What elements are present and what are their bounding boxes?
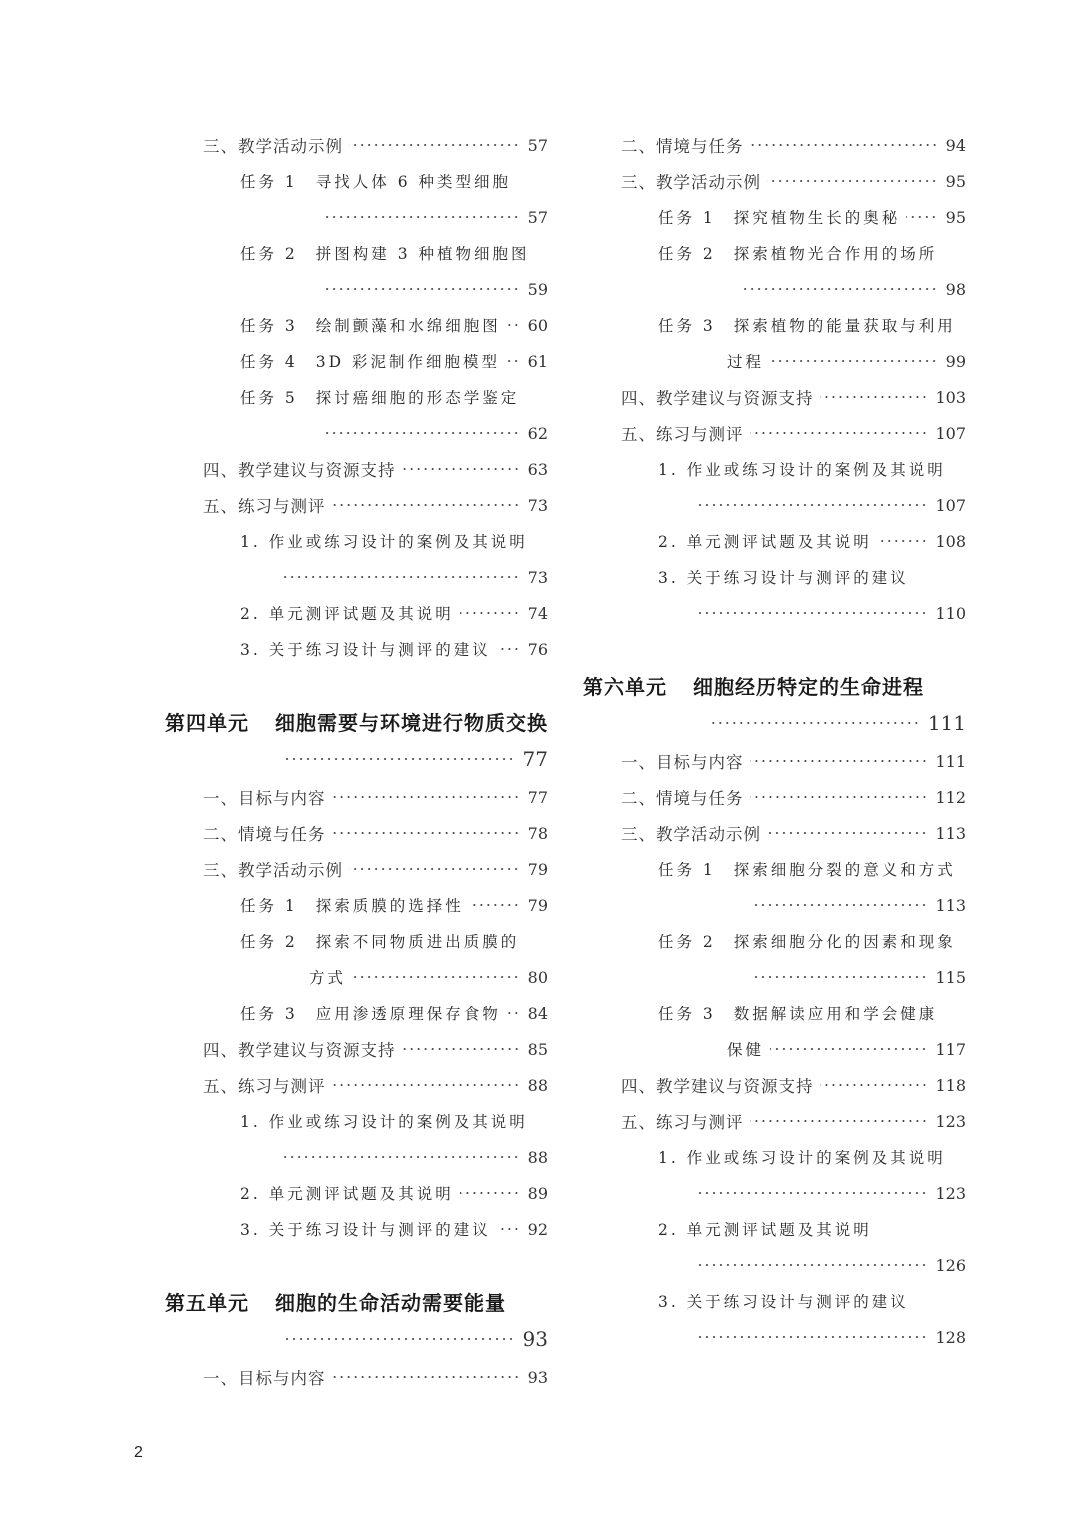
task-number: 任务 2 bbox=[240, 245, 298, 263]
entry-title: 探索植物的能量获取与利用 bbox=[733, 317, 956, 335]
unit-number: 第四单元 bbox=[165, 710, 249, 735]
dot-leader bbox=[332, 1084, 520, 1086]
entry-title: 探索细胞分化的因素和现象 bbox=[733, 933, 956, 951]
dot-leader bbox=[750, 760, 928, 762]
dot-leader bbox=[507, 324, 520, 326]
page-ref: 111 bbox=[935, 751, 966, 771]
toc-entry[interactable] bbox=[621, 1106, 966, 1136]
page-ref: 123 bbox=[935, 1111, 966, 1131]
dot-leader bbox=[750, 904, 927, 906]
task-number: 任务 1 bbox=[240, 173, 298, 191]
toc-entry-continuation[interactable] bbox=[276, 1324, 548, 1354]
entry-title: 三、教学活动示例 bbox=[203, 861, 343, 880]
dot-leader bbox=[767, 832, 927, 834]
toc-unit-heading[interactable] bbox=[165, 1286, 550, 1316]
page-ref: 57 bbox=[527, 207, 548, 227]
page-ref: 59 bbox=[527, 279, 548, 299]
dot-leader bbox=[750, 1120, 928, 1122]
dot-leader bbox=[696, 612, 927, 614]
toc-entry[interactable] bbox=[203, 818, 548, 848]
page-ref: 80 bbox=[527, 967, 548, 987]
page-ref: 77 bbox=[522, 747, 548, 771]
entry-title: 2. 单元测评试题及其说明 bbox=[240, 1185, 454, 1203]
toc-entry-continuation[interactable] bbox=[690, 1178, 966, 1208]
dot-leader bbox=[332, 1376, 520, 1378]
page-ref: 103 bbox=[935, 387, 966, 407]
page-ref: 115 bbox=[935, 967, 966, 987]
page-ref: 111 bbox=[927, 711, 966, 735]
toc-entry-continuation[interactable] bbox=[316, 418, 548, 448]
dot-leader bbox=[770, 360, 938, 362]
dot-leader bbox=[352, 976, 520, 978]
page-ref: 117 bbox=[935, 1039, 966, 1059]
entry-title: 探索质膜的选择性 bbox=[315, 897, 464, 915]
dot-leader bbox=[820, 1084, 928, 1086]
task-number: 任务 3 bbox=[240, 317, 298, 335]
toc-entry[interactable] bbox=[658, 1286, 966, 1316]
page-ref: 99 bbox=[945, 351, 966, 371]
toc-unit-heading[interactable] bbox=[165, 706, 550, 736]
toc-entry[interactable] bbox=[240, 382, 548, 412]
entry-title: 绘制颤藻和水绵细胞图 bbox=[315, 317, 501, 335]
toc-entry[interactable] bbox=[658, 998, 966, 1028]
page-ref: 113 bbox=[935, 823, 966, 843]
entry-title: 二、情境与任务 bbox=[621, 137, 744, 156]
toc-entry[interactable] bbox=[621, 130, 966, 160]
toc-entry[interactable] bbox=[203, 1070, 548, 1100]
task-number: 任务 2 bbox=[658, 245, 716, 263]
toc-entry[interactable] bbox=[240, 238, 548, 268]
page-ref: 63 bbox=[527, 459, 548, 479]
dot-leader bbox=[906, 216, 937, 218]
entry-title: 细胞需要与环境进行物质交换 bbox=[275, 710, 548, 735]
page-ref: 57 bbox=[527, 135, 548, 155]
toc-entry[interactable] bbox=[203, 1362, 548, 1392]
entry-title: 3D 彩泥制作细胞模型 bbox=[315, 353, 501, 371]
toc-entry[interactable] bbox=[621, 382, 966, 412]
entry-title: 过程 bbox=[727, 353, 765, 371]
dot-leader bbox=[470, 904, 520, 906]
page-ref: 95 bbox=[945, 207, 966, 227]
page-ref: 113 bbox=[935, 895, 966, 915]
toc-entry-continuation[interactable] bbox=[690, 598, 966, 628]
entry-title: 五、练习与测评 bbox=[203, 1077, 326, 1096]
page-ref: 76 bbox=[527, 639, 548, 659]
dot-leader bbox=[767, 180, 938, 182]
toc-entry[interactable] bbox=[658, 238, 966, 268]
dot-leader bbox=[740, 288, 938, 290]
toc-entry[interactable] bbox=[240, 346, 548, 376]
entry-title: 2. 单元测评试题及其说明 bbox=[658, 533, 872, 551]
entry-title: 探索不同物质进出质膜的 bbox=[315, 933, 520, 951]
toc-entry[interactable] bbox=[240, 1214, 548, 1244]
page-ref: 77 bbox=[527, 787, 548, 807]
page-ref: 73 bbox=[527, 567, 548, 587]
entry-title: 四、教学建议与资源支持 bbox=[203, 1041, 396, 1060]
page-ref: 78 bbox=[527, 823, 548, 843]
dot-leader bbox=[460, 1192, 520, 1194]
task-number: 任务 1 bbox=[658, 861, 716, 879]
toc-entry[interactable] bbox=[621, 1070, 966, 1100]
toc-entry[interactable] bbox=[621, 166, 966, 196]
task-number: 任务 4 bbox=[240, 353, 298, 371]
unit-number: 第六单元 bbox=[583, 674, 667, 699]
entry-title: 细胞经历特定的生命进程 bbox=[693, 674, 924, 699]
task-number: 任务 3 bbox=[658, 317, 716, 335]
entry-title: 3. 关于练习设计与测评的建议 bbox=[658, 1293, 909, 1311]
dot-leader bbox=[460, 612, 520, 614]
toc-entry[interactable] bbox=[203, 854, 548, 884]
page-ref: 79 bbox=[527, 859, 548, 879]
entry-title: 一、目标与内容 bbox=[203, 789, 326, 808]
page-ref: 108 bbox=[935, 531, 966, 551]
page-ref: 79 bbox=[527, 895, 548, 915]
toc-entry[interactable] bbox=[203, 454, 548, 484]
entry-title: 四、教学建议与资源支持 bbox=[203, 461, 396, 480]
page-ref: 95 bbox=[945, 171, 966, 191]
entry-title: 一、目标与内容 bbox=[621, 753, 744, 772]
toc-entry-continuation[interactable] bbox=[727, 346, 966, 376]
entry-title: 保健 bbox=[727, 1041, 765, 1059]
entry-title: 拼图构建 3 种植物细胞图 bbox=[315, 245, 530, 263]
toc-entry-continuation[interactable] bbox=[690, 1250, 966, 1280]
entry-title: 探索细胞分裂的意义和方式 bbox=[733, 861, 956, 879]
toc-entry-continuation[interactable] bbox=[278, 562, 548, 592]
entry-title: 应用渗透原理保存食物 bbox=[315, 1005, 501, 1023]
entry-title: 探究植物生长的奥秘 bbox=[733, 209, 901, 227]
entry-title: 四、教学建议与资源支持 bbox=[621, 389, 814, 408]
toc-entry-continuation[interactable] bbox=[727, 1034, 966, 1064]
entry-title: 1. 作业或练习设计的案例及其说明 bbox=[658, 1149, 946, 1167]
entry-title: 四、教学建议与资源支持 bbox=[621, 1077, 814, 1096]
entry-title: 3. 关于练习设计与测评的建议 bbox=[240, 1221, 491, 1239]
dot-leader bbox=[349, 868, 520, 870]
dot-leader bbox=[322, 288, 520, 290]
toc-entry-continuation[interactable] bbox=[309, 962, 548, 992]
toc-entry[interactable] bbox=[658, 202, 966, 232]
entry-title: 1. 作业或练习设计的案例及其说明 bbox=[240, 1113, 528, 1131]
entry-title: 数据解读应用和学会健康 bbox=[733, 1005, 938, 1023]
toc-entry-continuation[interactable] bbox=[734, 274, 966, 304]
page-ref: 126 bbox=[935, 1255, 966, 1275]
toc-entry[interactable] bbox=[240, 998, 548, 1028]
dot-leader bbox=[750, 432, 928, 434]
page-ref: 107 bbox=[935, 423, 966, 443]
page-ref: 60 bbox=[527, 315, 548, 335]
toc-entry[interactable] bbox=[203, 782, 548, 812]
dot-leader bbox=[322, 216, 520, 218]
task-number: 任务 3 bbox=[658, 1005, 716, 1023]
dot-leader bbox=[507, 1012, 520, 1014]
dot-leader bbox=[750, 144, 938, 146]
page-number: 2 bbox=[134, 1444, 143, 1461]
entry-title: 五、练习与测评 bbox=[621, 1113, 744, 1132]
dot-leader bbox=[349, 144, 520, 146]
dot-leader bbox=[284, 1156, 520, 1158]
dot-leader bbox=[332, 504, 520, 506]
page-ref: 74 bbox=[527, 603, 548, 623]
task-number: 任务 2 bbox=[240, 933, 298, 951]
toc-entry[interactable] bbox=[240, 310, 548, 340]
toc-entry[interactable] bbox=[621, 418, 966, 448]
task-number: 任务 1 bbox=[240, 897, 298, 915]
dot-leader bbox=[497, 648, 520, 650]
entry-title: 探索植物光合作用的场所 bbox=[733, 245, 938, 263]
entry-title: 三、教学活动示例 bbox=[203, 137, 343, 156]
toc-entry-continuation[interactable] bbox=[704, 708, 966, 738]
toc-entry[interactable] bbox=[240, 634, 548, 664]
toc-entry[interactable] bbox=[621, 746, 966, 776]
toc-entry-continuation[interactable] bbox=[278, 1142, 548, 1172]
toc-entry[interactable] bbox=[658, 310, 966, 340]
toc-entry[interactable] bbox=[658, 1142, 966, 1172]
task-number: 任务 1 bbox=[658, 209, 716, 227]
entry-title: 1. 作业或练习设计的案例及其说明 bbox=[658, 461, 946, 479]
dot-leader bbox=[750, 796, 928, 798]
toc-entry-continuation[interactable] bbox=[744, 962, 966, 992]
dot-leader bbox=[497, 1228, 520, 1230]
page-ref: 107 bbox=[935, 495, 966, 515]
entry-title: 一、目标与内容 bbox=[203, 1369, 326, 1388]
dot-leader bbox=[696, 1336, 927, 1338]
toc-entry[interactable] bbox=[240, 1106, 548, 1136]
page-ref: 94 bbox=[945, 135, 966, 155]
page-ref: 73 bbox=[527, 495, 548, 515]
toc-entry-continuation[interactable] bbox=[690, 1322, 966, 1352]
entry-title: 五、练习与测评 bbox=[203, 497, 326, 516]
dot-leader bbox=[282, 1338, 515, 1340]
page-ref: 85 bbox=[527, 1039, 548, 1059]
dot-leader bbox=[696, 1192, 927, 1194]
dot-leader bbox=[820, 396, 928, 398]
toc-entry[interactable] bbox=[203, 130, 548, 160]
page-ref: 89 bbox=[527, 1183, 548, 1203]
entry-title: 3. 关于练习设计与测评的建议 bbox=[658, 569, 909, 587]
page-ref: 128 bbox=[935, 1327, 966, 1347]
entry-title: 1. 作业或练习设计的案例及其说明 bbox=[240, 533, 528, 551]
toc-entry[interactable] bbox=[203, 1034, 548, 1064]
entry-title: 五、练习与测评 bbox=[621, 425, 744, 444]
entry-title: 细胞的生命活动需要能量 bbox=[275, 1290, 506, 1315]
toc-entry[interactable] bbox=[658, 454, 966, 484]
task-number: 任务 5 bbox=[240, 389, 298, 407]
toc-entry[interactable] bbox=[240, 598, 548, 628]
page-ref: 110 bbox=[935, 603, 966, 623]
dot-leader bbox=[750, 976, 927, 978]
entry-title: 三、教学活动示例 bbox=[621, 173, 761, 192]
page-ref: 92 bbox=[527, 1219, 548, 1239]
dot-leader bbox=[402, 1048, 520, 1050]
toc-entry[interactable] bbox=[240, 166, 548, 196]
toc-unit-heading[interactable] bbox=[583, 670, 968, 700]
dot-leader bbox=[506, 360, 520, 362]
toc-entry[interactable] bbox=[240, 1178, 548, 1208]
dot-leader bbox=[770, 1048, 927, 1050]
dot-leader bbox=[332, 832, 520, 834]
page-ref: 118 bbox=[935, 1075, 966, 1095]
dot-leader bbox=[284, 576, 520, 578]
page-ref: 62 bbox=[527, 423, 548, 443]
task-number: 任务 3 bbox=[240, 1005, 298, 1023]
entry-title: 二、情境与任务 bbox=[203, 825, 326, 844]
dot-leader bbox=[332, 796, 520, 798]
toc-entry[interactable] bbox=[658, 526, 966, 556]
page-ref: 88 bbox=[527, 1075, 548, 1095]
toc-entry-continuation[interactable] bbox=[316, 274, 548, 304]
toc-entry-continuation[interactable] bbox=[276, 744, 548, 774]
toc-entry[interactable] bbox=[240, 926, 548, 956]
unit-number: 第五单元 bbox=[165, 1290, 249, 1315]
toc-entry[interactable] bbox=[658, 926, 966, 956]
dot-leader bbox=[696, 504, 927, 506]
toc-entry-continuation[interactable] bbox=[690, 490, 966, 520]
toc-entry-continuation[interactable] bbox=[744, 890, 966, 920]
dot-leader bbox=[402, 468, 520, 470]
entry-title: 2. 单元测评试题及其说明 bbox=[240, 605, 454, 623]
dot-leader bbox=[878, 540, 928, 542]
toc-entry[interactable] bbox=[203, 490, 548, 520]
page-ref: 123 bbox=[935, 1183, 966, 1203]
page-ref: 93 bbox=[522, 1327, 548, 1351]
entry-title: 寻找人体 6 种类型细胞 bbox=[315, 173, 512, 191]
toc-entry[interactable] bbox=[240, 526, 548, 556]
toc-entry[interactable] bbox=[658, 562, 966, 592]
toc-entry[interactable] bbox=[621, 818, 966, 848]
entry-title: 探讨癌细胞的形态学鉴定 bbox=[315, 389, 520, 407]
entry-title: 2. 单元测评试题及其说明 bbox=[658, 1221, 872, 1239]
page-ref: 112 bbox=[935, 787, 966, 807]
dot-leader bbox=[696, 1264, 927, 1266]
page-ref: 93 bbox=[527, 1367, 548, 1387]
entry-title: 二、情境与任务 bbox=[621, 789, 744, 808]
toc-entry[interactable] bbox=[240, 890, 548, 920]
entry-title: 3. 关于练习设计与测评的建议 bbox=[240, 641, 491, 659]
dot-leader bbox=[282, 758, 515, 760]
toc-entry[interactable] bbox=[658, 1214, 966, 1244]
entry-title: 方式 bbox=[309, 969, 347, 987]
toc-entry[interactable] bbox=[658, 854, 966, 884]
task-number: 任务 2 bbox=[658, 933, 716, 951]
toc-entry[interactable] bbox=[621, 782, 966, 812]
page-ref: 61 bbox=[527, 351, 548, 371]
toc-entry-continuation[interactable] bbox=[316, 202, 548, 232]
page-ref: 88 bbox=[527, 1147, 548, 1167]
dot-leader bbox=[322, 432, 520, 434]
dot-leader bbox=[710, 722, 920, 724]
page-ref: 84 bbox=[527, 1003, 548, 1023]
entry-title: 三、教学活动示例 bbox=[621, 825, 761, 844]
page-ref: 98 bbox=[945, 279, 966, 299]
